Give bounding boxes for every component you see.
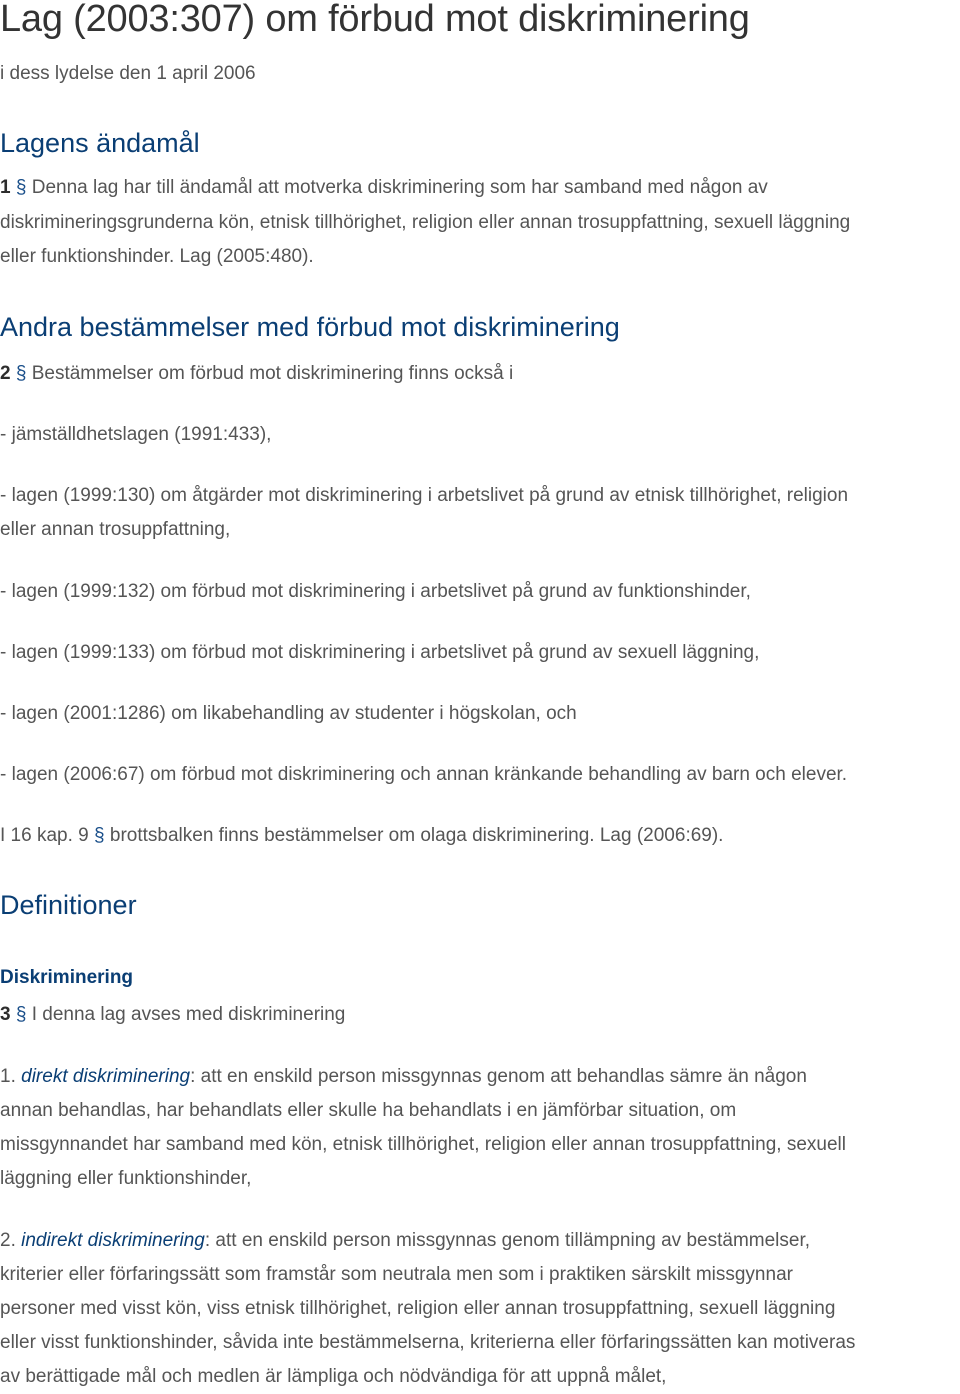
paragraph-1-line: diskrimineringsgrunderna kön, etnisk tillhörighet, religion eller annan trosuppfattning, sexuell läggning <box>0 212 851 233</box>
paragraph-3-intro <box>0 998 345 1032</box>
paragraph-1-line <box>0 171 768 205</box>
definition-term: direkt diskriminering <box>21 1066 191 1087</box>
closing-text-pre: I 16 kap. 9 <box>0 825 89 846</box>
paragraph-text: Denna lag har till ändamål att motverka diskriminering som har samband med någon av <box>31 177 768 198</box>
definition-1-line: läggning eller funktionshinder, <box>0 1168 252 1189</box>
definition-2-line: eller visst funktionshinder, såvida inte bestämmelserna, kriterierna eller förfaringssätten kan motiveras <box>0 1332 856 1353</box>
paragraph-2-closing <box>0 819 723 853</box>
definition-number: 1. <box>0 1066 16 1087</box>
paragraph-2-intro <box>0 357 513 391</box>
heading-andra-bestammelser: Andra bestämmelser med förbud mot diskriminering <box>0 312 620 342</box>
list-item: - lagen (2001:1286) om likabehandling av studenter i högskolan, och <box>0 703 577 724</box>
heading-lagens-andamal: Lagens ändamål <box>0 128 200 158</box>
list-item: - lagen (2006:67) om förbud mot diskriminering och annan kränkande behandling av barn och elever. <box>0 764 848 785</box>
list-item: - jämställdhetslagen (1991:433), <box>0 424 272 445</box>
definition-text: : att en enskild person missgynnas genom tillämpning av bestämmelser, <box>204 1230 811 1251</box>
definition-2-line: personer med visst kön, viss etnisk tillhörighet, religion eller annan trosuppfattning, sexuell läggning <box>0 1298 836 1319</box>
closing-text-post: brottsbalken finns bestämmelser om olaga diskriminering. Lag (2006:69). <box>109 825 724 846</box>
definition-term: indirekt diskriminering <box>21 1230 205 1251</box>
definition-1-line: missgynnandet har samband med kön, etnisk tillhörighet, religion eller annan trosuppfattning, sexuell <box>0 1134 846 1155</box>
list-item: - lagen (1999:133) om förbud mot diskriminering i arbetslivet på grund av sexuell läggning, <box>0 642 760 663</box>
section-number: 3 <box>0 1004 11 1025</box>
list-item-continuation: eller annan trosuppfattning, <box>0 519 231 540</box>
page-title: Lag (2003:307) om förbud mot diskriminering <box>0 0 750 40</box>
paragraph-text: Bestämmelser om förbud mot diskriminering finns också i <box>31 363 514 384</box>
paragraph-1-line: eller funktionshinder. Lag (2005:480). <box>0 246 314 267</box>
section-symbol-link[interactable]: § <box>94 825 105 846</box>
page-subtitle: i dess lydelse den 1 april 2006 <box>0 63 256 84</box>
definition-2-line <box>0 1224 810 1258</box>
section-number: 2 <box>0 363 11 384</box>
definition-text: : att en enskild person missgynnas genom att behandlas sämre än någon <box>190 1066 807 1087</box>
section-number: 1 <box>0 177 11 198</box>
definition-number: 2. <box>0 1230 16 1251</box>
section-symbol-link[interactable]: § <box>15 363 27 384</box>
paragraph-text: I denna lag avses med diskriminering <box>31 1004 346 1025</box>
section-symbol-link[interactable]: § <box>15 177 27 198</box>
list-item: - lagen (1999:132) om förbud mot diskriminering i arbetslivet på grund av funktionshinder, <box>0 581 751 602</box>
definition-2-line: kriterier eller förfaringssätt som framstår som neutrala men som i praktiken särskilt missgynnar <box>0 1264 793 1285</box>
heading-definitioner: Definitioner <box>0 890 137 920</box>
definition-2-line: av berättigade mål och medlen är lämpliga och nödvändiga för att uppnå målet, <box>0 1366 667 1387</box>
section-symbol-link[interactable]: § <box>15 1004 27 1025</box>
subheading-diskriminering: Diskriminering <box>0 967 134 988</box>
definition-1-line <box>0 1060 807 1094</box>
list-item: - lagen (1999:130) om åtgärder mot diskriminering i arbetslivet på grund av etnisk tillhörighet, religion <box>0 485 849 506</box>
definition-1-line: annan behandlas, har behandlats eller skulle ha behandlats i en jämförbar situation, om <box>0 1100 737 1121</box>
